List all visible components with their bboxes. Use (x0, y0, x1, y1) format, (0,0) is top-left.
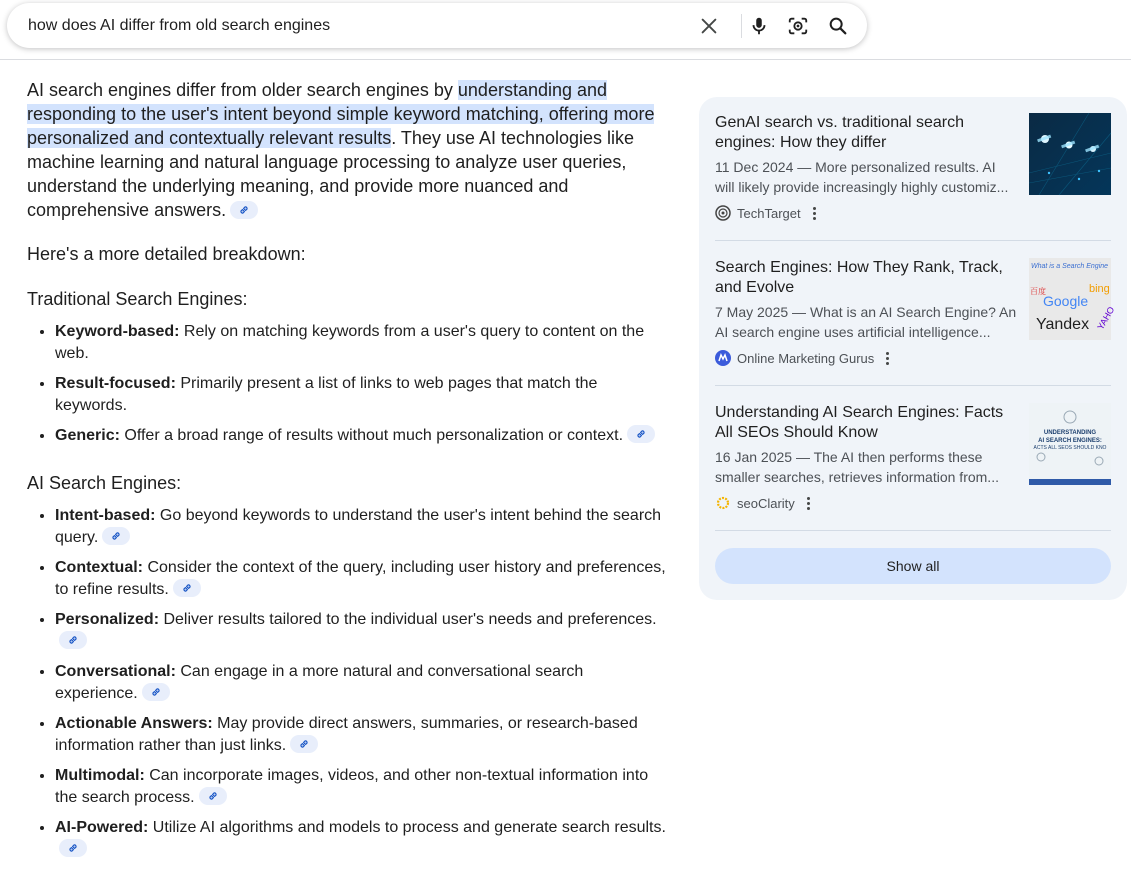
list-item (55, 505, 667, 549)
link-icon (298, 738, 310, 750)
search-box (7, 3, 867, 48)
source-site-name: seoClarity (737, 495, 795, 511)
list-item-term: Conversational: (55, 663, 176, 680)
citation-link-button[interactable] (627, 425, 655, 443)
source-thumbnail[interactable] (1029, 113, 1111, 195)
source-snippet: 11 Dec 2024 — More personalized results. AI will likely provide increasingly highly customiz... (715, 159, 1009, 195)
list-item-term: Multimodal: (55, 767, 145, 784)
source-card[interactable] (715, 403, 1111, 523)
list-item-text: Deliver results tailored to the individual user's needs and preferences. (159, 611, 657, 628)
list-item-term: Keyword-based: (55, 323, 180, 340)
list-item-text: May provide direct answers, summaries, or research-based information rather than just links. (55, 715, 638, 754)
source-snippet: 16 Jan 2025 — The AI then performs these smaller searches, retrieves information from... (715, 449, 999, 485)
seoclarity-logo-icon (715, 495, 731, 511)
citation-link-button[interactable] (199, 787, 227, 805)
intro-paragraph (27, 78, 667, 222)
list-item-term: Actionable Answers: (55, 715, 213, 732)
search-engine-logos-image (1029, 258, 1117, 340)
intro-highlight: understanding and responding to the user's intent beyond simple keyword matching, offering more personalized and contextually relevant results (27, 80, 655, 148)
source-thumbnail[interactable] (1029, 403, 1111, 485)
link-icon (110, 530, 122, 542)
list-item (55, 765, 667, 809)
more-options-icon[interactable] (807, 497, 811, 510)
intro-text-before: AI search engines differ from older search engines by (27, 80, 458, 100)
list-item (55, 557, 667, 601)
source-snippet: 7 May 2025 — What is an AI Search Engine? An AI search engine uses artificial intelligence... (715, 304, 1017, 340)
header (0, 0, 1131, 60)
thumb-yandex-text: Yandex (1036, 316, 1090, 333)
show-all-button[interactable]: Show all (715, 548, 1111, 584)
microphone-icon[interactable] (748, 15, 770, 37)
ai-heading: AI Search Engines: (27, 473, 182, 493)
link-icon (67, 634, 79, 646)
list-item-term: AI-Powered: (55, 819, 149, 836)
divider (715, 530, 1111, 531)
source-title[interactable]: Understanding AI Search Engines: Facts All SEOs Should Know (715, 404, 1004, 441)
list-item (55, 661, 667, 705)
source-site-row (715, 203, 817, 223)
more-options-icon[interactable] (813, 207, 817, 220)
list-item-text: Offer a broad range of results without much personalization or context. (119, 427, 624, 444)
list-item (55, 713, 667, 757)
citation-link-button[interactable] (102, 527, 130, 545)
source-title[interactable]: Search Engines: How They Rank, Track, and Evolve (715, 259, 1003, 296)
lens-camera-icon[interactable] (787, 15, 809, 37)
citation-link-button[interactable] (59, 839, 87, 857)
list-item-text: Go beyond keywords to understand the user's intent behind the search query. (55, 507, 662, 546)
sources-panel (699, 97, 1127, 600)
thumb-top-text: What is a Search Engine (1031, 263, 1109, 270)
citation-link-button[interactable] (142, 683, 170, 701)
divider (715, 240, 1111, 241)
thumb-bing-text: bing (1089, 283, 1110, 295)
search-input[interactable] (28, 3, 668, 48)
source-thumbnail[interactable] (1029, 258, 1117, 340)
techtarget-logo-icon (715, 205, 731, 221)
traditional-heading: Traditional Search Engines: (27, 289, 248, 309)
divider (715, 385, 1111, 386)
list-item (55, 425, 667, 447)
list-item (55, 373, 667, 417)
list-item-term: Contextual: (55, 559, 143, 576)
infographic-image (1029, 403, 1111, 485)
citation-link-button[interactable] (290, 735, 318, 753)
thumb-baidu-text: 百度 (1030, 287, 1046, 296)
source-site-name: TechTarget (737, 205, 801, 221)
list-item-term: Result-focused: (55, 375, 176, 392)
thumb-yahoo-text: YAHO (1095, 304, 1117, 332)
thumb-line2: AI SEARCH ENGINES: (1038, 438, 1102, 444)
link-icon (181, 582, 193, 594)
thumb-line3: ACTS ALL SEOS SHOULD KNO (1033, 445, 1107, 451)
link-icon (207, 790, 219, 802)
list-item (55, 817, 667, 861)
list-item-text: Consider the context of the query, including user history and preferences, to refine results. (55, 559, 666, 598)
link-icon (238, 204, 250, 216)
source-site-row (715, 493, 811, 513)
list-item (55, 321, 667, 365)
server-lights-image (1029, 113, 1111, 195)
source-site-name: Online Marketing Gurus (737, 350, 875, 366)
list-item-text: Primarily present a list of links to web pages that match the keywords. (55, 375, 598, 414)
ai-overview-answer (27, 78, 667, 869)
list-item (55, 609, 667, 653)
source-card[interactable] (715, 113, 1111, 233)
omg-logo-icon (715, 350, 731, 366)
list-item-text: Utilize AI algorithms and models to process and generate search results. (148, 819, 666, 836)
source-site-row (715, 348, 890, 368)
thumb-line1: UNDERSTANDING (1043, 430, 1097, 436)
source-card[interactable] (715, 258, 1117, 378)
list-item-text: Can engage in a more natural and conversational search experience. (55, 663, 584, 702)
list-item-text: Can incorporate images, videos, and other non-textual information into the search process. (55, 767, 649, 806)
list-item-text: Rely on matching keywords from a user's query to content on the web. (55, 323, 645, 362)
list-item-term: Personalized: (55, 611, 160, 628)
search-icon[interactable] (827, 15, 849, 37)
link-icon (67, 842, 79, 854)
traditional-list (27, 321, 667, 447)
list-item-term: Generic: (55, 427, 120, 444)
citation-link-button[interactable] (173, 579, 201, 597)
source-title[interactable]: GenAI search vs. traditional search engines: How they differ (715, 114, 965, 151)
breakdown-intro: Here's a more detailed breakdown: (27, 244, 306, 264)
more-options-icon[interactable] (886, 352, 890, 365)
link-icon (635, 428, 647, 440)
thumb-google-text: Google (1043, 293, 1089, 309)
citation-link-button[interactable] (230, 201, 258, 219)
intro-text-after: . They use AI technologies like machine learning and natural language processing to analyze user queries, understand the underlying meaning, and provide more nuanced and comprehensive answers. (27, 128, 635, 220)
search-divider (741, 14, 742, 38)
citation-link-button[interactable] (59, 631, 87, 649)
list-item-term: Intent-based: (55, 507, 156, 524)
clear-icon[interactable] (698, 15, 720, 37)
ai-list (27, 505, 667, 861)
link-icon (150, 686, 162, 698)
